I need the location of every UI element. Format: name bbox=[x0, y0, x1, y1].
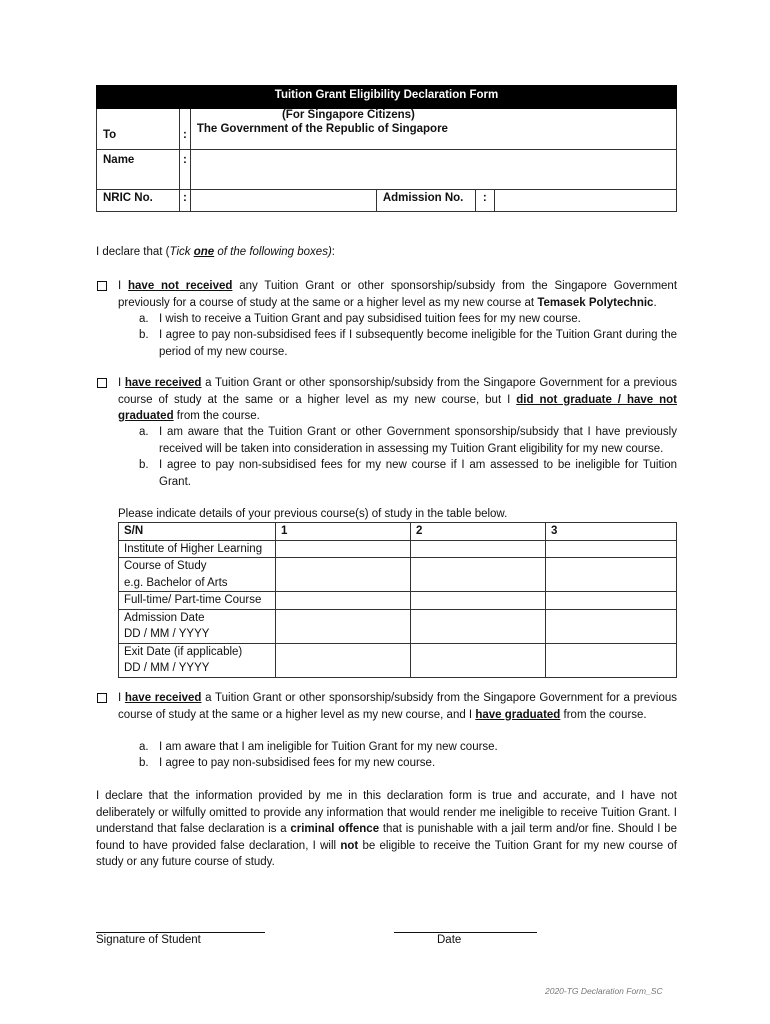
declaration-bold2: not bbox=[340, 839, 359, 852]
option1-b-label: b. bbox=[139, 329, 149, 341]
option2-end: from the course. bbox=[173, 410, 260, 422]
option1-post: any Tuition Grant or other sponsorship/subsidy from the Singapore Government previously for a course of study at the same or a higher level as my new course at bbox=[118, 280, 678, 309]
option2-a-text: I am aware that the Tuition Grant or other Government sponsorship/subsidy that I have previously received will be taken into consideration in assessing my Tuition Grant eligibility for my new course. bbox=[159, 426, 677, 455]
option3-a-label: a. bbox=[139, 741, 149, 753]
admission-label-cell bbox=[376, 190, 475, 212]
institute-cell-1[interactable] bbox=[276, 540, 411, 558]
declaration-p1: I declare that the information provided by me in this declaration form is true and accurate, and I have not deliberately or wilfully omitted to provide any information that would render me ineligible to receive Tuition Grant. I understand that false declaration is a bbox=[96, 790, 677, 835]
table-header-1: 1 bbox=[276, 523, 411, 541]
row-institute-label: Institute of Higher Learning bbox=[119, 540, 276, 558]
option2-b-label: b. bbox=[139, 459, 149, 471]
admission-label: Admission No. bbox=[382, 192, 464, 205]
nric-colon: : bbox=[183, 192, 187, 205]
form-title bbox=[97, 86, 677, 109]
date-label: Date bbox=[437, 934, 462, 946]
option1-b-text: I agree to pay non-subsidised fees if I subsequently become ineligible for the Tuition Grant during the period of my new course. bbox=[159, 329, 677, 358]
nric-label-cell bbox=[97, 190, 180, 212]
option3-end: from the course. bbox=[560, 708, 647, 721]
to-value: The Government of the Republic of Singapore bbox=[196, 122, 448, 135]
course-cell-2[interactable] bbox=[411, 558, 546, 592]
nric-colon-cell bbox=[180, 190, 191, 212]
admission-date-cell-3[interactable] bbox=[546, 609, 677, 643]
option1-pre: I bbox=[118, 280, 129, 292]
option2-a-label: a. bbox=[139, 426, 149, 438]
option2-post: a Tuition Grant or other sponsorship/subsidy from the Singapore Government for a previous course of study at the same or a higher level as my new course, but I bbox=[118, 377, 678, 406]
intro-end: : bbox=[331, 246, 335, 258]
table-header-3: 3 bbox=[546, 523, 677, 541]
option1-emph: have not received bbox=[128, 280, 233, 292]
option3-item-a bbox=[139, 739, 677, 756]
to-value-cell bbox=[190, 108, 676, 149]
admission-colon: : bbox=[482, 192, 487, 205]
option3-emph: have received bbox=[124, 692, 202, 704]
name-label-cell bbox=[97, 149, 180, 190]
course-cell-3[interactable] bbox=[546, 558, 677, 592]
admission-colon-cell bbox=[475, 190, 494, 212]
option3-a-text: I am aware that I am ineligible for Tuition Grant for my new course. bbox=[159, 741, 498, 753]
course-label-l1: Course of Study bbox=[124, 560, 207, 572]
option1-a-label: a. bbox=[139, 313, 149, 325]
row-exit-label bbox=[119, 643, 276, 677]
exit-date-cell-1[interactable] bbox=[276, 643, 411, 677]
option1-school: Temasek Polytechnic bbox=[537, 296, 654, 309]
option3-post: a Tuition Grant or other sponsorship/subsidy from the Singapore Government for a previous course of study at the same or a higher level as my new course, and I bbox=[118, 692, 678, 721]
option2-emph: have received bbox=[124, 377, 202, 389]
admission-date-cell-2[interactable] bbox=[411, 609, 546, 643]
intro-text: I declare that ( bbox=[96, 246, 170, 258]
intro-italic-post: of the following boxes) bbox=[214, 246, 332, 258]
option1-checkbox[interactable] bbox=[97, 281, 107, 291]
course-cell-1[interactable] bbox=[276, 558, 411, 592]
option2-checkbox[interactable] bbox=[97, 378, 107, 388]
previous-course-table bbox=[118, 522, 677, 678]
exit-date-l1: Exit Date (if applicable) bbox=[124, 645, 243, 658]
nric-label: NRIC No. bbox=[103, 192, 153, 205]
option3-emph2: have graduated bbox=[475, 708, 561, 721]
student-signature-line[interactable] bbox=[96, 932, 265, 933]
option2-b-text: I agree to pay non-subsidised fees for my new course if I am assessed to be ineligible for Tuition Grant. bbox=[159, 459, 677, 488]
option1-text bbox=[118, 278, 677, 311]
option1-item-b bbox=[139, 327, 677, 360]
declaration-p3: be eligible to receive the Tuition Grant for my new course of study or any future course of study. bbox=[96, 839, 678, 868]
exit-date-l2: DD / MM / YYYY bbox=[124, 662, 210, 674]
admission-date-l2: DD / MM / YYYY bbox=[124, 628, 210, 640]
form-title-line1: Tuition Grant Eligibility Declaration Form bbox=[274, 89, 499, 101]
table-header-2: 2 bbox=[411, 523, 546, 541]
option1-a-text: I wish to receive a Tuition Grant and pay subsidised tuition fees for my new course. bbox=[159, 313, 581, 325]
option1-end: . bbox=[653, 296, 657, 309]
option2-item-a bbox=[139, 424, 677, 457]
intro-line bbox=[96, 244, 677, 261]
option3-b-label: b. bbox=[139, 757, 149, 769]
to-label: To bbox=[103, 128, 117, 141]
institute-cell-2[interactable] bbox=[411, 540, 546, 558]
to-colon: : bbox=[183, 128, 187, 141]
admission-field[interactable] bbox=[494, 190, 676, 212]
exit-date-cell-3[interactable] bbox=[546, 643, 677, 677]
option3-text bbox=[118, 690, 677, 723]
name-label: Name bbox=[103, 153, 135, 166]
admission-date-cell-1[interactable] bbox=[276, 609, 411, 643]
nric-field[interactable] bbox=[190, 190, 376, 212]
admission-date-l1: Admission Date bbox=[124, 611, 205, 624]
course-label-l2: e.g. Bachelor of Arts bbox=[124, 576, 228, 589]
name-colon-cell bbox=[180, 149, 191, 190]
option2-text bbox=[118, 375, 677, 425]
institute-cell-3[interactable] bbox=[546, 540, 677, 558]
row-mode-label: Full-time/ Part-time Course bbox=[119, 592, 276, 610]
declaration-bold1: criminal offence bbox=[290, 823, 380, 835]
declaration-p2: that is punishable with a jail term and/or fine. Should I be found to have provided false declaration, I will bbox=[96, 823, 677, 852]
declaration-paragraph bbox=[96, 788, 677, 871]
header-table bbox=[96, 85, 677, 212]
student-signature-label: Signature of Student bbox=[96, 934, 201, 946]
mode-cell-2[interactable] bbox=[411, 592, 546, 610]
exit-date-cell-2[interactable] bbox=[411, 643, 546, 677]
previous-instruction: Please indicate details of your previous course(s) of study in the table below. bbox=[118, 508, 508, 520]
row-admission-label bbox=[119, 609, 276, 643]
intro-italic-pre: Tick bbox=[169, 246, 194, 258]
option3-b-text: I agree to pay non-subsidised fees for my new course. bbox=[159, 757, 436, 769]
name-colon: : bbox=[183, 153, 187, 166]
option2-item-b bbox=[139, 457, 677, 490]
option1-item-a bbox=[139, 311, 677, 328]
name-field[interactable] bbox=[190, 149, 676, 190]
form-subtitle: (For Singapore Citizens) bbox=[281, 108, 415, 121]
date-line[interactable] bbox=[394, 932, 537, 933]
table-header-sn: S/N bbox=[119, 523, 276, 541]
option3-item-b bbox=[139, 755, 677, 772]
option3-checkbox[interactable] bbox=[97, 693, 107, 703]
option3-pre: I bbox=[118, 692, 125, 704]
intro-italic-bold: one bbox=[193, 246, 215, 258]
mode-cell-3[interactable] bbox=[546, 592, 677, 610]
footer-code: 2020-TG Declaration Form_SC bbox=[545, 986, 663, 996]
mode-cell-1[interactable] bbox=[276, 592, 411, 610]
option2-pre: I bbox=[118, 377, 125, 389]
row-course-label bbox=[119, 558, 276, 592]
option2-emph2: did not graduate / have not graduated bbox=[118, 393, 677, 422]
